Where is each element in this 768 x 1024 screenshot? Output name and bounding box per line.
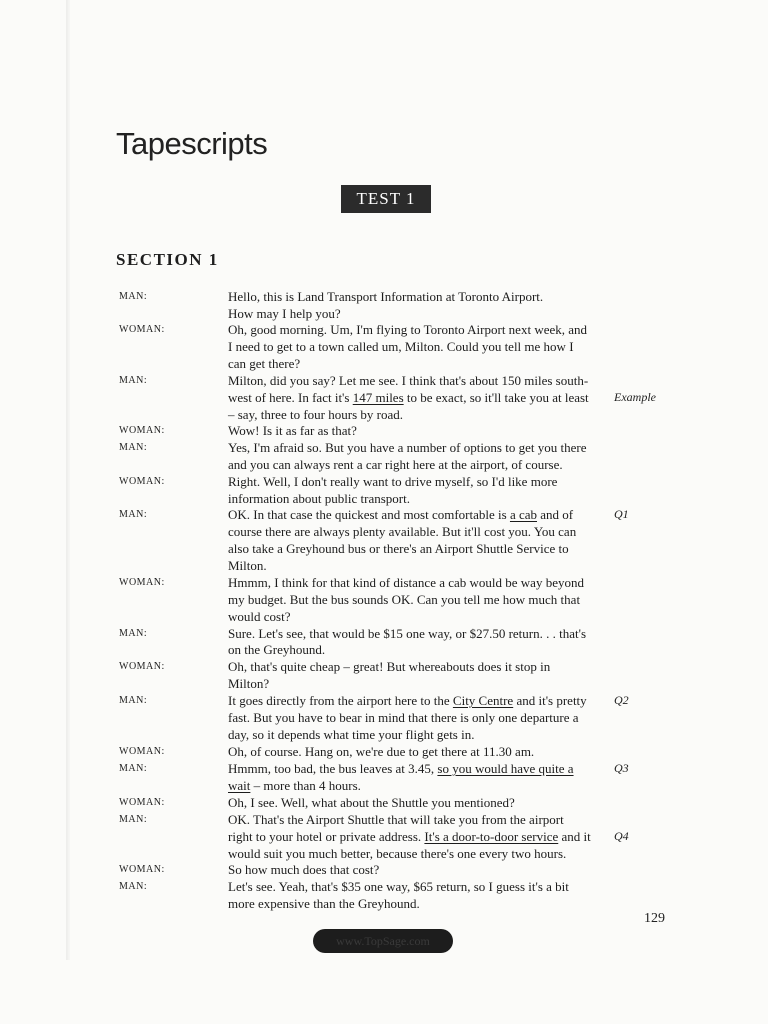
line-text: to be exact, so it'll take you at least: [403, 390, 589, 405]
transcript-line: Sure. Let's see, that would be $15 one way, or $27.50 return. . . that's: [228, 626, 587, 641]
page-title: Tapescripts: [116, 126, 268, 161]
transcript-line: Right. Well, I don't really want to drive myself, so I'd like more: [228, 474, 558, 489]
speaker-label: MAN:: [119, 814, 148, 825]
speaker-label: WOMAN:: [119, 425, 165, 436]
speaker-label: MAN:: [119, 881, 148, 892]
transcript-line: my budget. But the bus sounds OK. Can you tell me how much that: [228, 592, 581, 607]
transcript-line: on the Greyhound.: [228, 642, 326, 657]
transcript-line: Oh, that's quite cheap – great! But whereabouts does it stop in: [228, 659, 551, 674]
transcript-line: Let's see. Yeah, that's $35 one way, $65 return, so I guess it's a bit: [228, 879, 569, 894]
speaker-label: WOMAN:: [119, 797, 165, 808]
speaker-label: WOMAN:: [119, 746, 165, 757]
speaker-label: MAN:: [119, 375, 148, 386]
line-text: and it's pretty: [513, 693, 587, 708]
transcript-line: can get there?: [228, 356, 301, 371]
line-text: OK. In that case the quickest and most comfortable is: [228, 507, 510, 522]
transcript-line: [228, 692, 587, 709]
answer-underline: a cab: [509, 507, 538, 522]
transcript-line: Oh, good morning. Um, I'm flying to Toronto Airport next week, and: [228, 322, 588, 337]
transcript-line: How may I help you?: [228, 306, 341, 321]
line-text: west of here. In fact it's: [228, 390, 353, 405]
speaker-label: MAN:: [119, 509, 148, 520]
question-marker: Q1: [614, 507, 629, 521]
line-text: It goes directly from the airport here to the: [228, 693, 453, 708]
transcript-line: [228, 760, 574, 777]
transcript-line: Wow! Is it as far as that?: [228, 423, 357, 438]
speaker-label: WOMAN:: [119, 864, 165, 875]
transcript-line: more expensive than the Greyhound.: [228, 896, 420, 911]
transcript-line: Hmmm, I think for that kind of distance a cab would be way beyond: [228, 575, 584, 590]
speaker-label: MAN:: [119, 291, 148, 302]
transcript-line: Oh, of course. Hang on, we're due to get there at 11.30 am.: [228, 744, 535, 759]
answer-underline: City Centre: [452, 693, 514, 708]
transcript-line: [228, 506, 573, 523]
speaker-label: MAN:: [119, 763, 148, 774]
answer-underline: It's a door-to-door service: [424, 829, 559, 844]
transcript-line: I need to get to a town called um, Milton. Could you tell me how I: [228, 339, 574, 354]
transcript-line: Hello, this is Land Transport Information at Toronto Airport.: [228, 289, 544, 304]
watermark: www.TopSage.com: [313, 929, 453, 953]
transcript-line: OK. That's the Airport Shuttle that will take you from the airport: [228, 812, 564, 827]
line-text: right to your hotel or private address.: [228, 829, 425, 844]
transcript-line: Milton, did you say? Let me see. I think that's about 150 miles south-: [228, 373, 589, 388]
speaker-label: WOMAN:: [119, 577, 165, 588]
page-edge-shadow: [66, 0, 70, 960]
question-marker: Q3: [614, 761, 629, 775]
answer-underline: 147 miles: [352, 390, 404, 405]
transcript-line: – say, three to four hours by road.: [228, 407, 403, 422]
transcript-line: course there are always plenty available. But it'll cost you. You can: [228, 524, 577, 539]
transcript-line: and you can always rent a car right here at the airport, of course.: [228, 457, 563, 472]
transcript-line: fast. But you have to bear in mind that there is only one departure a: [228, 710, 579, 725]
line-text: – more than 4 hours.: [250, 778, 361, 793]
question-marker: Example: [614, 390, 656, 404]
line-text: Hmmm, too bad, the bus leaves at 3.45,: [228, 761, 438, 776]
transcript-line: [228, 389, 589, 406]
page-number: 129: [644, 911, 665, 926]
answer-underline: so you would have quite a: [437, 761, 574, 776]
transcript-line: [228, 828, 591, 845]
speaker-label: WOMAN:: [119, 661, 165, 672]
speaker-label: MAN:: [119, 442, 148, 453]
transcript-line: day, so it depends what time your flight gets in.: [228, 727, 475, 742]
transcript-line: information about public transport.: [228, 491, 410, 506]
transcript-line: So how much does that cost?: [228, 862, 380, 877]
transcript-line: would suit you much better, because there's one every two hours.: [228, 846, 567, 861]
transcript-line: would cost?: [228, 609, 291, 624]
line-text: and it: [558, 829, 591, 844]
question-marker: Q2: [614, 693, 629, 707]
transcript-line: [228, 777, 361, 794]
transcript-line: Milton.: [228, 558, 267, 573]
transcript-line: Yes, I'm afraid so. But you have a number of options to get you there: [228, 440, 587, 455]
question-marker: Q4: [614, 829, 629, 843]
line-text: and of: [537, 507, 574, 522]
answer-underline: wait: [228, 778, 251, 793]
transcript-line: also take a Greyhound bus or there's an Airport Shuttle Service to: [228, 541, 569, 556]
transcript-line: Milton?: [228, 676, 270, 691]
speaker-label: WOMAN:: [119, 324, 165, 335]
speaker-label: MAN:: [119, 628, 148, 639]
speaker-label: WOMAN:: [119, 476, 165, 487]
speaker-label: MAN:: [119, 695, 148, 706]
section-heading: SECTION 1: [116, 250, 219, 269]
transcript-line: Oh, I see. Well, what about the Shuttle you mentioned?: [228, 795, 515, 810]
test-badge: TEST 1: [341, 185, 431, 213]
